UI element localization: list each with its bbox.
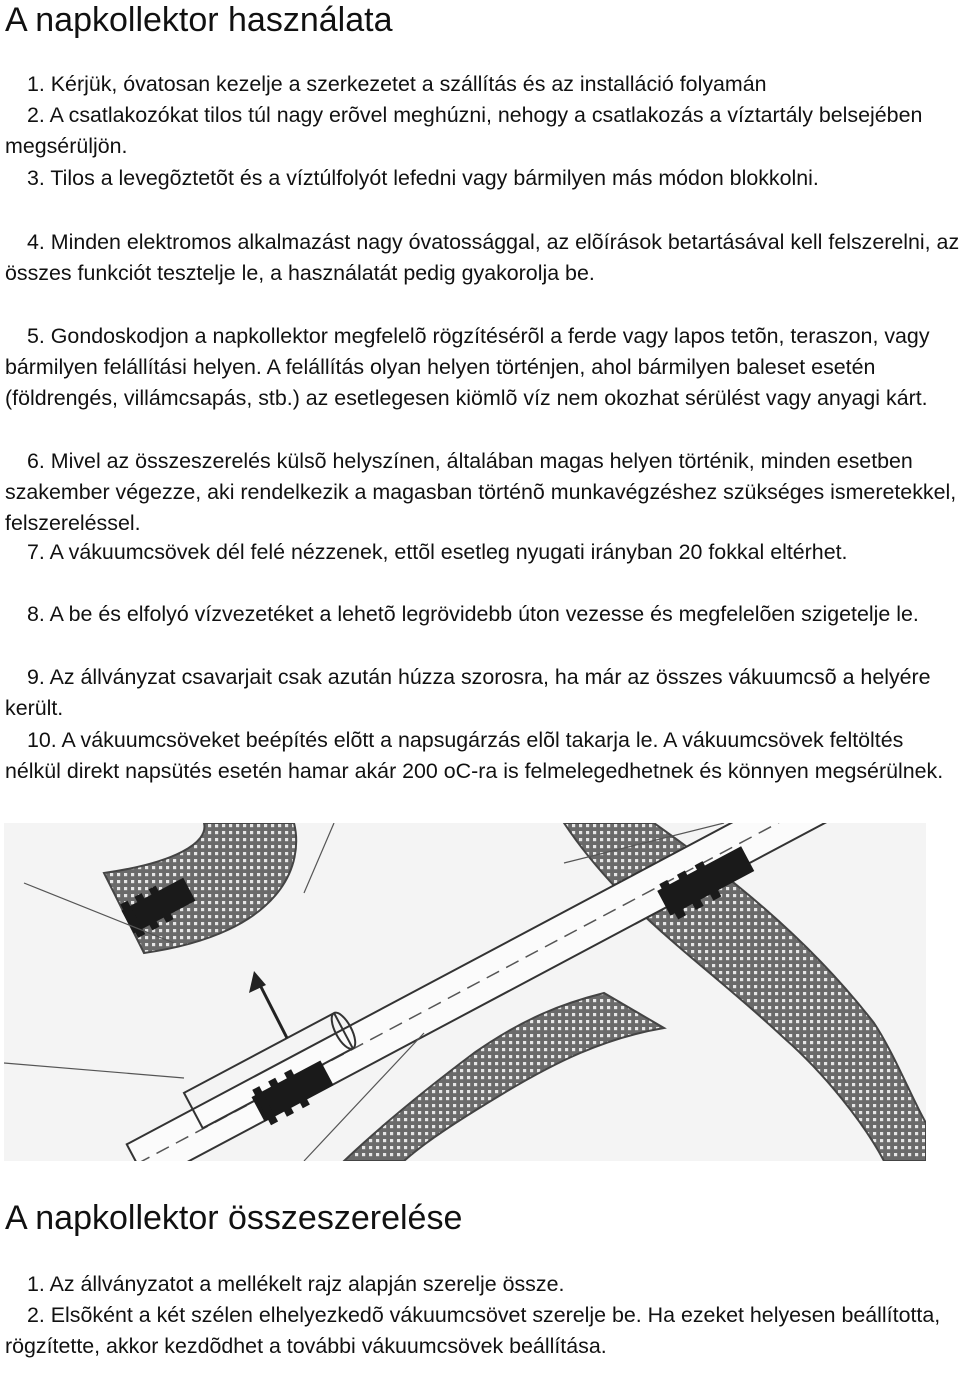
usage-item-8: 8. A be és elfolyó vízvezetéket a lehetõ legrövidebb úton vezesse és megfelelõen szigetelje le. (27, 602, 919, 626)
usage-item-1: 1. Kérjük, óvatosan kezelje a szerkezetet a szállítás és az installáció folyamán (27, 72, 767, 96)
assembly-item-1: 1. Az állványzatot a mellékelt rajz alapján szerelje össze. (27, 1272, 565, 1296)
assembly-item-2: 2. Elsõként a két szélen elhelyezkedõ vákuumcsövet szerelje be. Ha ezeket helyesen beállította, rögzítette, akkor kezdõdhet a további vákuumcsövek beállítása. (5, 1303, 941, 1358)
usage-item-3: 3. Tilos a levegõztetõt és a víztúlfolyót lefedni vagy bármilyen más módon blokkolni. (27, 166, 819, 190)
section-title-assembly: A napkollektor összeszerelése (5, 1199, 463, 1237)
usage-item-6: 6. Mivel az összeszerelés külsõ helyszínen, általában magas helyen történik, minden esetben szakember végezze, aki rendelkezik a magasban történõ munkavégzéshez szükséges ismeretekkel, felszereléssel. (5, 449, 957, 535)
usage-item-5: 5. Gondoskodjon a napkollektor megfelelõ rögzítésérõl a ferde vagy lapos tetõn, teraszon, vagy bármilyen felállítási helyen. A felállítás olyan helyen történjen, ahol bármilyen baleset esetén (földrengés, villámcsapás, stb.) az esetlegesen kiömlõ víz nem okozhat sérülést vagy anyagi kárt. (5, 324, 930, 410)
usage-item-2: 2. A csatlakozókat tilos túl nagy erõvel meghúzni, nehogy a csatlakozás a víztartály belsejében megsérüljön. (5, 103, 923, 158)
section-title-usage: A napkollektor használata (5, 1, 393, 39)
usage-item-9: 9. Az állványzat csavarjait csak azután húzza szorosra, ha már az összes vákuumcsõ a helyére került. (5, 665, 931, 720)
usage-item-7: 7. A vákuumcsövek dél felé nézzenek, ettõl esetleg nyugati irányban 20 fokkal eltérhet. (27, 540, 848, 564)
usage-item-4: 4. Minden elektromos alkalmazást nagy óvatossággal, az elõírások betartásával kell felszerelni, az összes funkciót tesztelje le, a használatát pedig gyakorolja be. (5, 230, 960, 285)
usage-item-10: 10. A vákuumcsöveket beépítés elõtt a napsugárzás elõl takarja le. A vákuumcsövek feltöltés nélkül direkt napsütés esetén hamar akár 200 oC-ra is felmelegedhetnek és könnyen megsérülnek. (5, 728, 944, 783)
assembly-diagram (4, 823, 926, 1161)
